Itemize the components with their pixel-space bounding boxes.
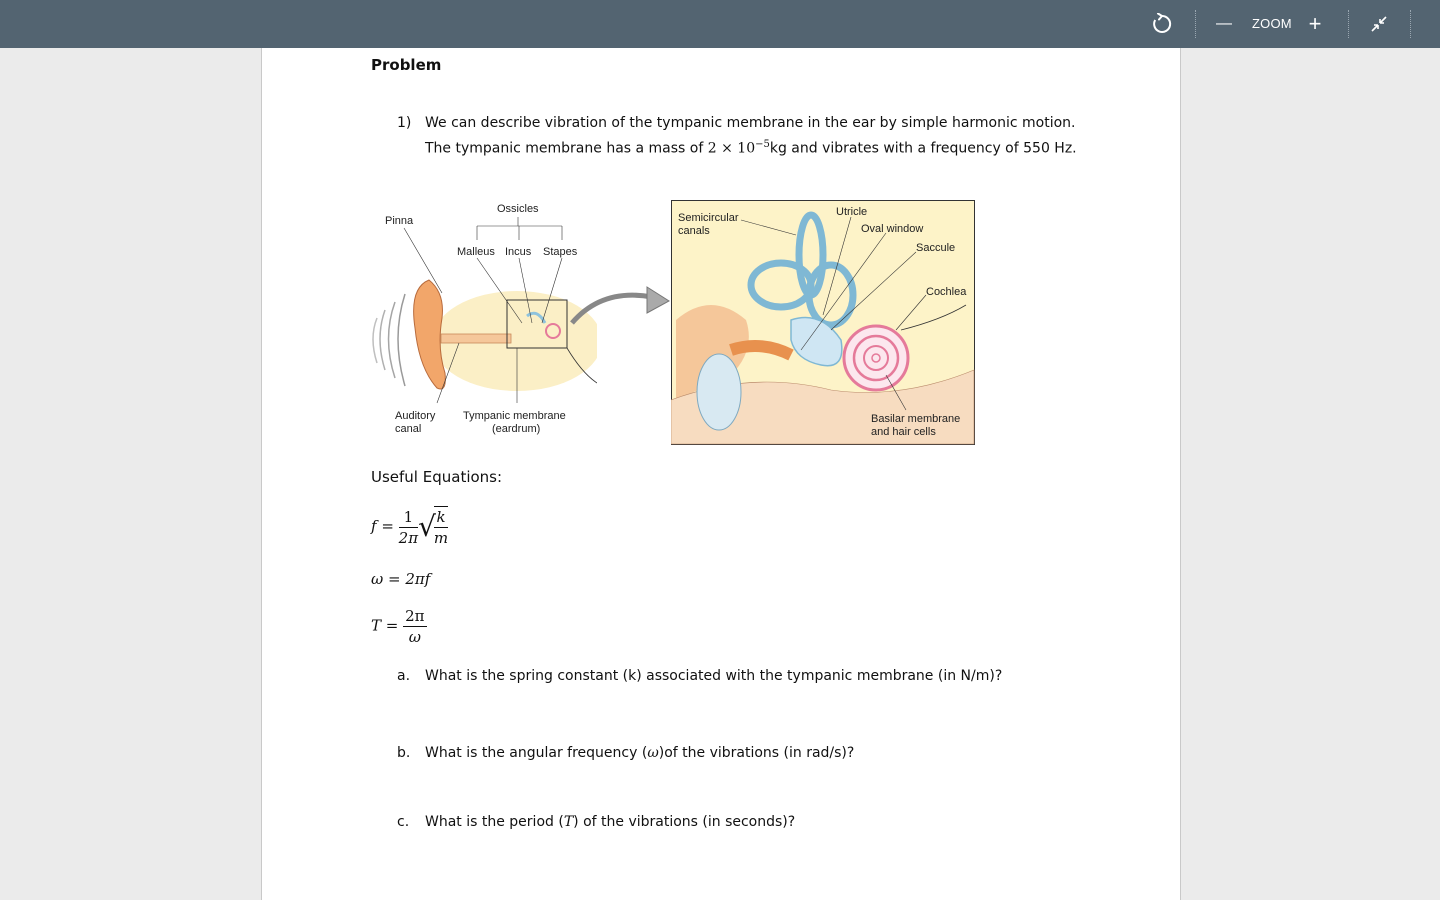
question-c-text-end: ) of the vibrations (in seconds)?: [573, 814, 796, 830]
period-symbol: T: [563, 814, 574, 830]
eardrum-shape: [697, 354, 741, 430]
minus-icon: —: [1216, 15, 1232, 32]
label-auditory-1: Auditory: [395, 410, 436, 422]
eq1-fraction: [399, 507, 418, 548]
label-malleus: Malleus: [457, 246, 495, 258]
sound-wave: [380, 310, 385, 370]
problem-line-2-start: The tympanic membrane has a mass of: [425, 140, 708, 157]
eq1-numerator: 1: [399, 507, 418, 528]
label-pinna: Pinna: [385, 215, 414, 227]
sound-wave: [389, 302, 396, 378]
question-b-letter: b.: [397, 745, 411, 761]
plus-icon: +: [1308, 11, 1322, 36]
mass-exponent: −5: [755, 139, 770, 150]
zoom-out-button[interactable]: [1214, 0, 1234, 48]
ear-canal-shape: [441, 334, 511, 343]
label-ossicles: Ossicles: [497, 203, 539, 215]
label-saccule: Saccule: [916, 242, 956, 254]
toolbar-separator: [1195, 10, 1196, 38]
eq3-fraction: [403, 606, 426, 647]
question-c-text-start: What is the period (: [425, 814, 564, 830]
eq3-lhs: T =: [371, 616, 399, 635]
zoom-arrow: [567, 283, 672, 333]
label-auditory-2: canal: [395, 423, 422, 435]
viewer-toolbar: [0, 0, 1440, 48]
equation-angular-frequency: ω = 2πf: [371, 570, 431, 588]
label-semicircular-2: canals: [678, 225, 710, 237]
arrow-head: [647, 287, 669, 313]
mass-value: 2 × 10: [707, 140, 756, 157]
eq1-lhs: f =: [371, 517, 394, 535]
sound-wave: [373, 318, 377, 363]
question-a-letter: a.: [397, 668, 411, 684]
eq1-root-fraction: [434, 506, 448, 548]
eq3-denominator: ω: [408, 628, 421, 646]
arrow-shaft: [572, 295, 652, 323]
equation-period: [371, 606, 427, 647]
collapse-button[interactable]: [1368, 0, 1390, 48]
zoom-in-button[interactable]: [1304, 0, 1326, 48]
eq1-root-denominator: m: [433, 529, 449, 547]
toolbar-separator: [1410, 10, 1411, 38]
sqrt-icon: √: [418, 510, 436, 543]
label-oval-window: Oval window: [861, 223, 924, 235]
label-basilar-2: and hair cells: [871, 426, 936, 438]
question-c-letter: c.: [397, 814, 410, 830]
question-b-text: [425, 745, 854, 761]
problem-line-2: [425, 139, 1077, 157]
pinna-shape: [414, 280, 446, 389]
eq1-denominator: 2π: [398, 528, 419, 547]
inner-ear-figure: [671, 200, 976, 446]
label-utricle: Utricle: [836, 206, 868, 218]
sound-wave: [398, 294, 405, 386]
useful-equations-label: Useful Equations:: [371, 468, 503, 486]
problem-line-1: We can describe vibration of the tympanic membrane in the ear by simple harmonic motion.: [425, 115, 1076, 131]
document-page: [261, 48, 1181, 900]
question-b-text-end: )of the vibrations (in rad/s)?: [658, 745, 855, 761]
rotate-button[interactable]: [1148, 0, 1176, 48]
label-stapes: Stapes: [543, 246, 578, 258]
question-a-text: What is the spring constant (k) associated with the tympanic membrane (in N/m)?: [425, 668, 1003, 684]
label-semicircular-1: Semicircular: [678, 212, 739, 224]
label-tympanic-1: Tympanic membrane: [463, 410, 566, 422]
equation-frequency: [371, 506, 448, 548]
rotate-icon: [1151, 13, 1173, 35]
problem-line-2-end: kg and vibrates with a frequency of 550 Hz.: [769, 140, 1077, 157]
zoom-label: ZOOM: [1252, 16, 1292, 31]
ear-anatomy-figure: [367, 198, 597, 438]
label-incus: Incus: [505, 246, 532, 258]
toolbar-separator: [1348, 10, 1349, 38]
question-b-text-start: What is the angular frequency (: [425, 745, 648, 761]
label-basilar-1: Basilar membrane: [871, 413, 961, 425]
label-tympanic-2: (eardrum): [492, 423, 541, 435]
omega-symbol: ω: [647, 745, 659, 761]
problem-heading: Problem: [371, 56, 442, 74]
problem-number: 1): [397, 115, 412, 131]
collapse-icon: [1370, 15, 1388, 33]
question-c-text: [425, 814, 795, 830]
eq3-numerator: 2π: [405, 607, 425, 625]
eq1-root-numerator: k: [434, 507, 448, 528]
label-cochlea: Cochlea: [926, 286, 967, 298]
